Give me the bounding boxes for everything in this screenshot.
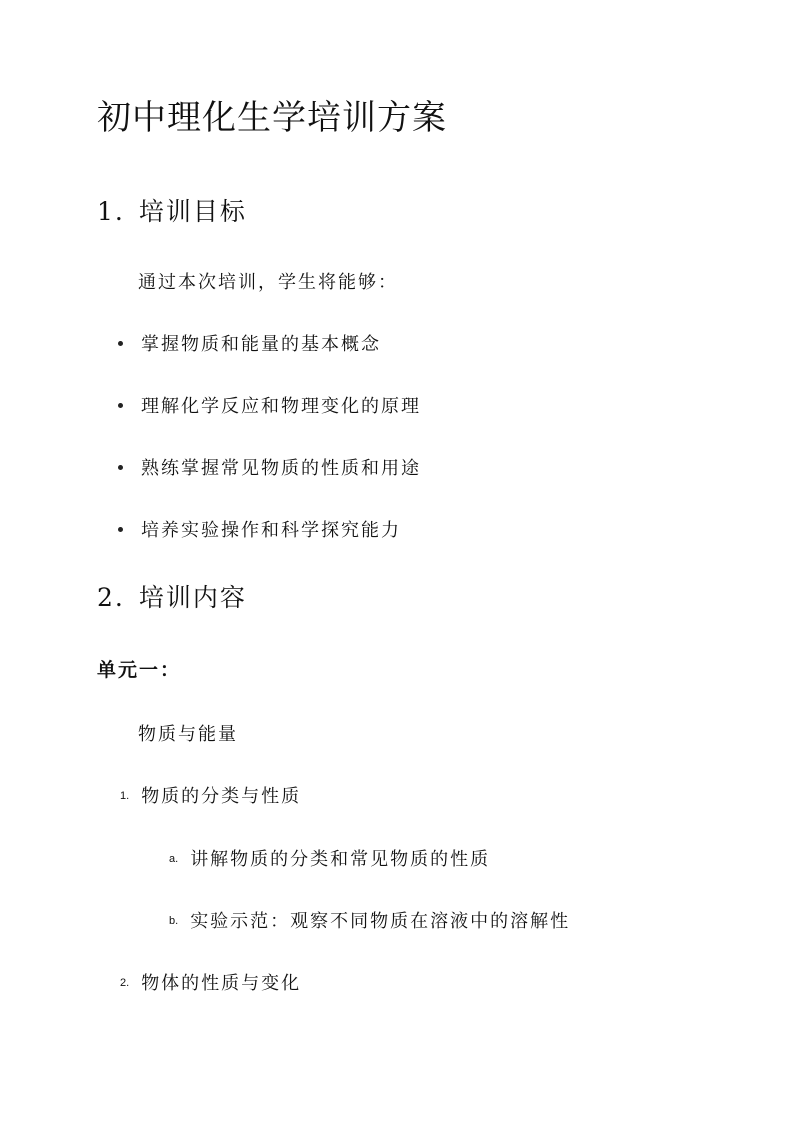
bullet-item	[118, 518, 401, 544]
sub-list-item	[169, 847, 490, 873]
bullet-item	[118, 332, 381, 358]
section-title: 培训目标	[138, 197, 247, 226]
sub-list-item	[169, 909, 570, 935]
bullet-text: 培养实验操作和科学探究能力	[141, 520, 401, 541]
section-heading-training-content	[97, 582, 247, 614]
sub-list-item-text: 讲解物质的分类和常见物质的性质	[190, 849, 491, 870]
bullet-text: 熟练掌握常见物质的性质和用途	[141, 458, 421, 479]
bullet-icon	[118, 341, 123, 346]
unit-topic: 物质与能量	[138, 724, 238, 745]
bullet-icon	[118, 403, 123, 408]
section-title: 培训内容	[138, 583, 247, 612]
list-item	[120, 784, 301, 810]
section-number: 2.	[97, 583, 125, 612]
list-item-text: 物体的性质与变化	[141, 973, 302, 994]
list-item-text: 物质的分类与性质	[141, 786, 302, 807]
bullet-icon	[118, 527, 123, 532]
list-marker: 1.	[120, 790, 130, 802]
bullet-item	[118, 456, 421, 482]
section-number: 1.	[97, 197, 125, 226]
sub-list-item-text: 实验示范：观察不同物质在溶液中的溶解性	[190, 911, 571, 932]
section-intro: 通过本次培训，学生将能够：	[138, 272, 398, 293]
list-item	[120, 971, 301, 997]
document-title: 初中理化生学培训方案	[97, 98, 447, 138]
list-marker: 2.	[120, 977, 130, 989]
sub-list-marker: a.	[169, 853, 179, 865]
section-heading-training-goals	[97, 196, 247, 228]
bullet-item	[118, 394, 421, 420]
sub-list-marker: b.	[169, 915, 179, 927]
unit-heading: 单元一：	[97, 659, 182, 681]
bullet-icon	[118, 465, 123, 470]
bullet-text: 理解化学反应和物理变化的原理	[141, 396, 421, 417]
bullet-text: 掌握物质和能量的基本概念	[141, 334, 381, 355]
